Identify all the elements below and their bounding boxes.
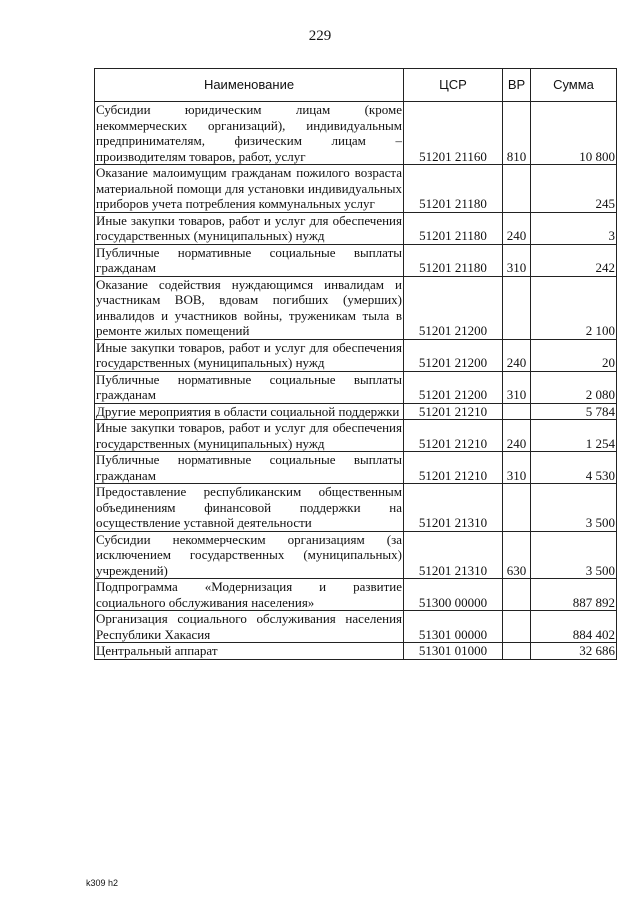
row-csr: 51201 21180 (404, 165, 503, 213)
row-sum: 245 (531, 165, 617, 213)
row-name: Иные закупки товаров, работ и услуг для обеспечения государственных (муниципальных) нужд (96, 212, 402, 243)
row-name: Подпрограмма «Модернизация и развитие социального обслуживания населения» (96, 579, 402, 610)
table-row (95, 212, 617, 244)
header-vr: ВР (503, 69, 531, 102)
row-vr (503, 276, 531, 339)
table-row (95, 102, 617, 165)
row-name: Публичные нормативные социальные выплаты гражданам (96, 452, 402, 483)
row-name: Публичные нормативные социальные выплаты гражданам (96, 371, 402, 402)
row-csr: 51201 21200 (404, 276, 503, 339)
row-name: Предоставление республиканским общественным объединениям финансовой поддержки на осуществление уставной деятельности (96, 484, 402, 530)
row-name: Иные закупки товаров, работ и услуг для обеспечения государственных (муниципальных) нужд (96, 420, 402, 451)
row-sum: 242 (531, 244, 617, 276)
table-row (95, 276, 617, 339)
row-csr: 51201 21210 (404, 420, 503, 452)
row-name: Субсидии юридическим лицам (кроме некоммерческих организаций), индивидуальным предпринимателям, физическим лицам – производителям товаров, работ, услуг (96, 102, 402, 164)
row-sum: 887 892 (531, 579, 617, 611)
row-sum: 2 100 (531, 276, 617, 339)
row-vr: 240 (503, 339, 531, 371)
row-csr: 51201 21180 (404, 212, 503, 244)
row-name: Оказание малоимущим гражданам пожилого возраста материальной помощи для установки индивидуальных приборов учета потребления коммунальных услуг (96, 165, 402, 211)
table-row (95, 244, 617, 276)
table-row (95, 643, 617, 660)
row-csr: 51201 21180 (404, 244, 503, 276)
row-vr: 810 (503, 102, 531, 165)
row-csr: 51300 00000 (404, 579, 503, 611)
row-sum: 2 080 (531, 371, 617, 403)
row-name: Другие мероприятия в области социальной поддержки (95, 403, 404, 420)
table-row (95, 452, 617, 484)
table-row (95, 611, 617, 643)
table-header-row (95, 69, 617, 102)
row-csr: 51201 21310 (404, 484, 503, 532)
footer-code: k309 h2 (86, 878, 119, 888)
row-name: Организация социального обслуживания населения Республики Хакасия (96, 611, 402, 642)
row-csr: 51201 21210 (404, 452, 503, 484)
row-sum: 4 530 (531, 452, 617, 484)
row-sum: 1 254 (531, 420, 617, 452)
budget-table (94, 68, 617, 660)
header-sum: Сумма (531, 69, 617, 102)
row-csr: 51301 00000 (404, 611, 503, 643)
row-sum: 10 800 (531, 102, 617, 165)
row-vr (503, 484, 531, 532)
table-row (95, 403, 617, 420)
row-sum: 3 500 (531, 484, 617, 532)
row-csr: 51201 21200 (404, 371, 503, 403)
row-sum: 3 500 (531, 531, 617, 579)
row-vr: 310 (503, 371, 531, 403)
table-row (95, 165, 617, 213)
row-vr (503, 403, 531, 420)
row-vr (503, 165, 531, 213)
row-vr: 630 (503, 531, 531, 579)
row-vr: 240 (503, 420, 531, 452)
table-row (95, 484, 617, 532)
table-row (95, 420, 617, 452)
row-sum: 32 686 (531, 643, 617, 660)
table-row (95, 579, 617, 611)
row-vr (503, 579, 531, 611)
row-sum: 884 402 (531, 611, 617, 643)
row-csr: 51301 01000 (404, 643, 503, 660)
row-vr: 310 (503, 452, 531, 484)
row-vr (503, 643, 531, 660)
row-csr: 51201 21310 (404, 531, 503, 579)
table-row (95, 371, 617, 403)
row-sum: 5 784 (531, 403, 617, 420)
row-csr: 51201 21200 (404, 339, 503, 371)
row-csr: 51201 21160 (404, 102, 503, 165)
header-csr: ЦСР (404, 69, 503, 102)
row-vr: 240 (503, 212, 531, 244)
row-vr (503, 611, 531, 643)
row-vr: 310 (503, 244, 531, 276)
row-name: Иные закупки товаров, работ и услуг для обеспечения государственных (муниципальных) нужд (96, 339, 402, 370)
row-sum: 3 (531, 212, 617, 244)
header-name: Наименование (95, 69, 404, 102)
table-row (95, 531, 617, 579)
page-number: 229 (308, 28, 332, 44)
row-name: Субсидии некоммерческим организациям (за исключением государственных (муниципальных) учреждений) (96, 531, 402, 578)
row-name: Центральный аппарат (95, 643, 404, 660)
row-name: Публичные нормативные социальные выплаты гражданам (96, 244, 402, 275)
row-csr: 51201 21210 (404, 403, 503, 420)
row-name: Оказание содействия нуждающимся инвалидам и участникам ВОВ, вдовам погибших (умерших) инвалидов и участников войны, труженикам тыла в ремонте жилых помещений (96, 276, 402, 338)
table-row (95, 339, 617, 371)
row-sum: 20 (531, 339, 617, 371)
